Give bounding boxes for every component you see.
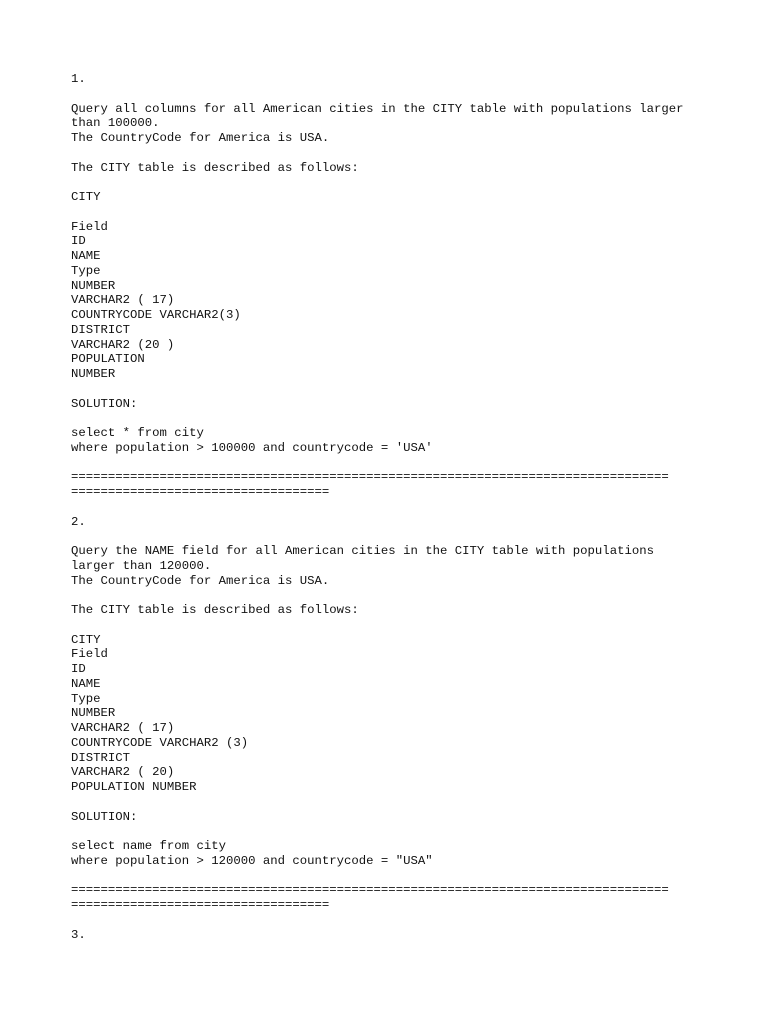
text-line: ID [71, 234, 86, 249]
text-line: select * from city [71, 426, 204, 440]
text-line: CITY [71, 632, 101, 647]
blank-line [71, 175, 711, 190]
text-line: The CountryCode for America is USA. [71, 131, 330, 145]
text-line: SOLUTION: [71, 809, 138, 824]
text-line: VARCHAR2 ( 20) [71, 765, 175, 780]
text-line: NAME [71, 676, 101, 691]
text-line: VARCHAR2 (20 ) [71, 337, 175, 352]
blank-line [71, 205, 711, 220]
text-line: Type [71, 691, 101, 706]
blank-line [71, 869, 711, 884]
text-line: NUMBER [71, 278, 116, 293]
blank-line [71, 795, 711, 810]
text-line: CITY [71, 190, 101, 204]
text-line: NUMBER [71, 367, 116, 381]
blank-line [71, 382, 711, 397]
text-line: VARCHAR2 ( 17) [71, 721, 175, 735]
text-line: 3. [71, 927, 86, 942]
blank-line [71, 146, 711, 161]
text-line: =================================== [71, 485, 330, 499]
blank-line [71, 588, 711, 603]
blank-line [71, 618, 711, 633]
text-line: ================================================================================= [71, 470, 669, 485]
blank-line [71, 824, 711, 839]
text-line: The CITY table is described as follows: [71, 160, 359, 175]
text-line: where population > 100000 and countrycode = 'USA' [71, 440, 433, 455]
text-line: VARCHAR2 ( 17) [71, 293, 175, 308]
text-line: SOLUTION: [71, 396, 138, 411]
text-line: larger than 120000. [71, 558, 212, 573]
blank-line [71, 913, 711, 928]
blank-line [71, 456, 711, 471]
text-line: 2. [71, 514, 86, 529]
text-line: select name from city [71, 839, 226, 853]
text-line: POPULATION NUMBER [71, 780, 197, 794]
text-line: Field [71, 647, 108, 662]
text-line: Query all columns for all American cities in the CITY table with populations larger [71, 101, 684, 116]
text-line: 1. [71, 72, 86, 86]
text-line: POPULATION [71, 352, 145, 367]
text-line: DISTRICT [71, 322, 131, 337]
text-line: ================================================================================= [71, 883, 669, 898]
text-line: =================================== [71, 898, 330, 912]
text-line: where population > 120000 and countrycode = "USA" [71, 853, 433, 868]
blank-line [71, 411, 711, 426]
text-line: The CountryCode for America is USA. [71, 573, 330, 588]
blank-line [71, 529, 711, 544]
blank-line [71, 500, 711, 515]
text-line: Type [71, 263, 101, 278]
text-line: ID [71, 662, 86, 676]
text-line: Field [71, 219, 108, 234]
text-line: The CITY table is described as follows: [71, 603, 359, 617]
text-line: COUNTRYCODE VARCHAR2 (3) [71, 735, 249, 750]
text-line: NAME [71, 249, 101, 263]
text-line: than 100000. [71, 116, 160, 131]
text-line: DISTRICT [71, 750, 131, 765]
text-line: COUNTRYCODE VARCHAR2(3) [71, 308, 241, 322]
text-line: Query the NAME field for all American cities in the CITY table with populations [71, 544, 654, 558]
text-line: NUMBER [71, 706, 116, 721]
blank-line [71, 87, 711, 102]
document-body [71, 72, 711, 942]
